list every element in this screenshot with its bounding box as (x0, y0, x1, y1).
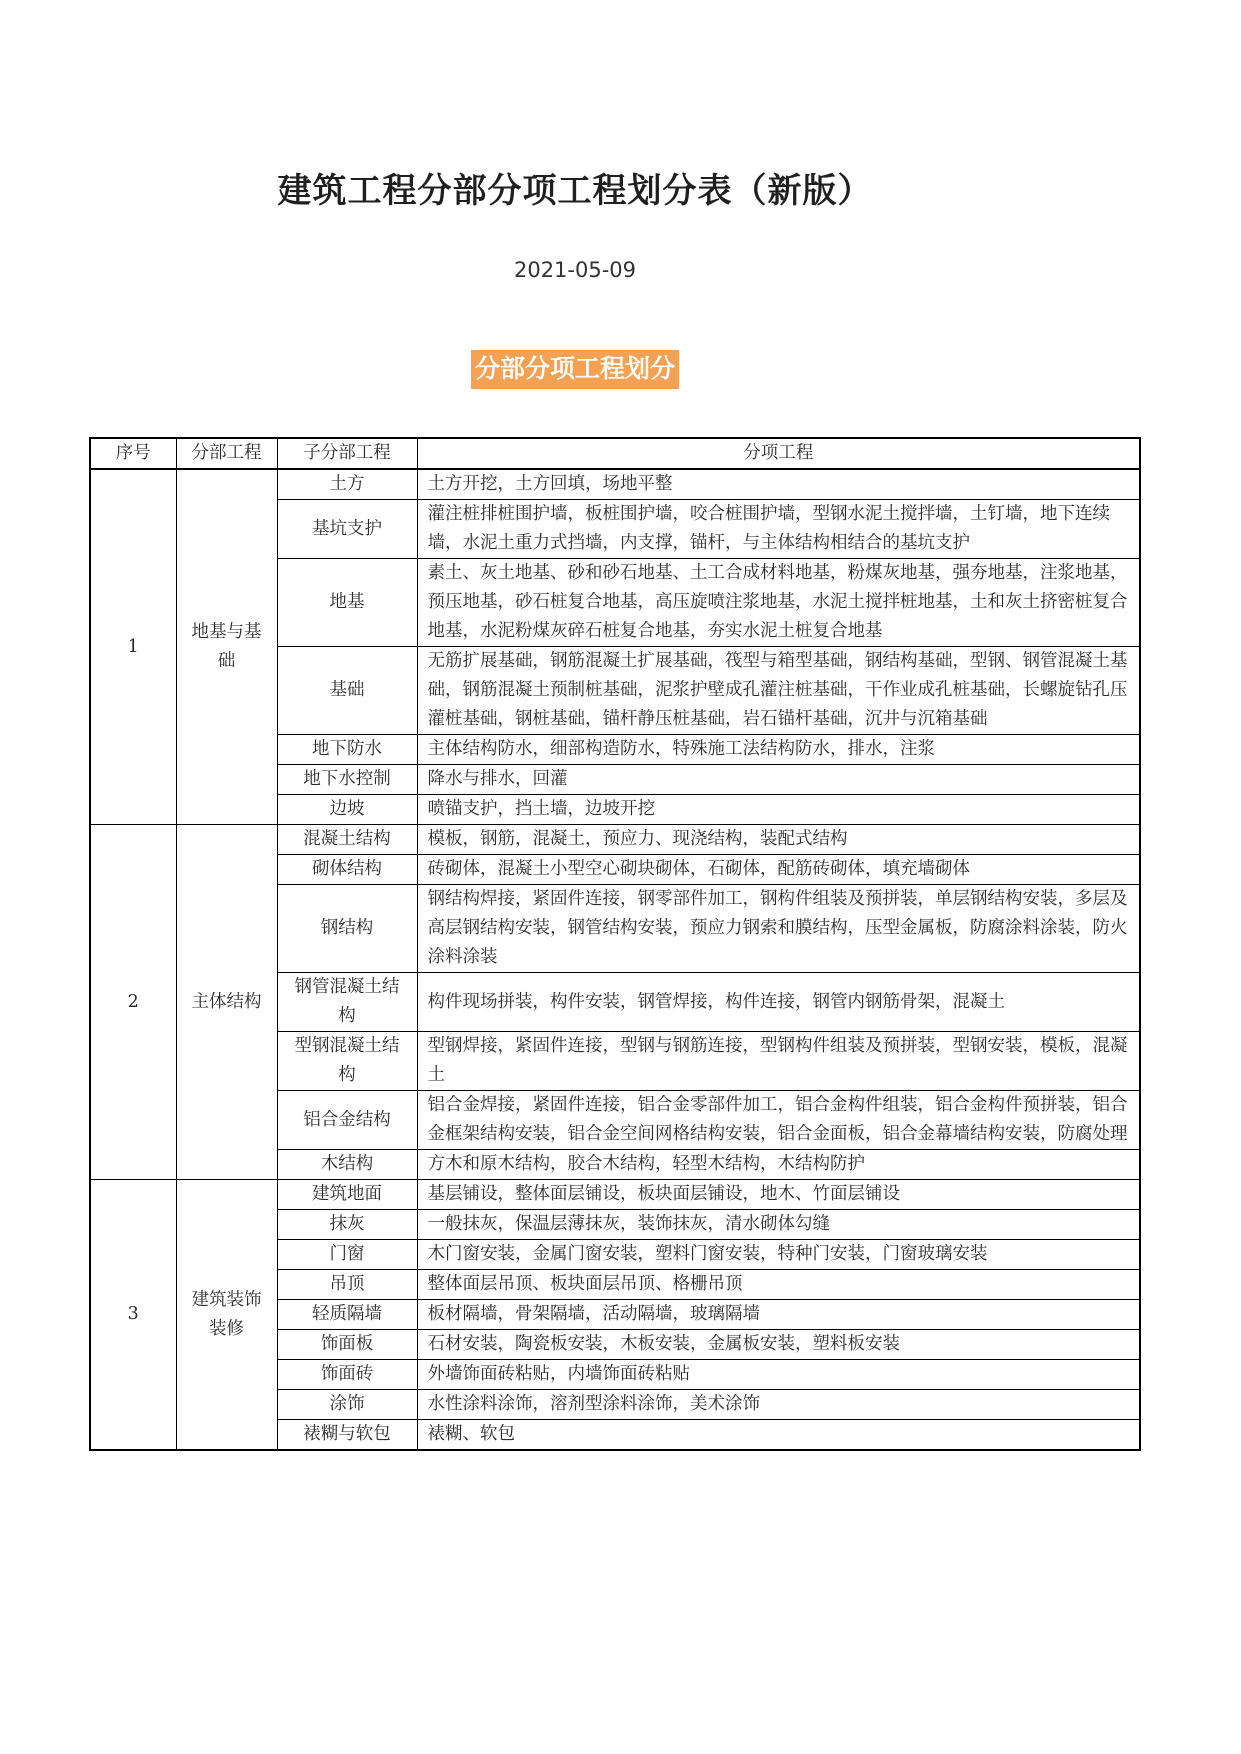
sub-item-list: 外墙饰面砖粘贴，内墙饰面砖粘贴 (417, 1360, 1140, 1390)
sub-item-list: 方木和原木结构，胶合木结构，轻型木结构，木结构防护 (417, 1150, 1140, 1180)
subdivision-name: 钢结构 (277, 885, 417, 973)
subdivision-name: 铝合金结构 (277, 1091, 417, 1150)
header-division: 分部工程 (176, 438, 277, 469)
sub-item-list: 基层铺设，整体面层铺设，板块面层铺设，地木、竹面层铺设 (417, 1180, 1140, 1210)
group-number: 1 (90, 469, 176, 825)
subdivision-name: 抹灰 (277, 1210, 417, 1240)
subdivision-name: 门窗 (277, 1240, 417, 1270)
division-name: 主体结构 (176, 825, 277, 1180)
table-row (90, 469, 1140, 500)
table-row (90, 825, 1140, 855)
sub-item-list: 模板，钢筋，混凝土，预应力、现浇结构，装配式结构 (417, 825, 1140, 855)
subdivision-name: 木结构 (277, 1150, 417, 1180)
subdivision-name: 地下防水 (277, 735, 417, 765)
sub-item-list: 一般抹灰，保温层薄抹灰，装饰抹灰，清水砌体勾缝 (417, 1210, 1140, 1240)
subdivision-name: 涂饰 (277, 1390, 417, 1420)
sub-item-list: 石材安装，陶瓷板安装，木板安装，金属板安装，塑料板安装 (417, 1330, 1140, 1360)
subdivision-name: 地基 (277, 559, 417, 647)
header-items: 分项工程 (417, 438, 1140, 469)
subdivision-name: 建筑地面 (277, 1180, 417, 1210)
sub-item-list: 主体结构防水，细部构造防水，特殊施工法结构防水，排水，注浆 (417, 735, 1140, 765)
table-row (90, 1180, 1140, 1210)
sub-item-list: 灌注桩排桩围护墙，板桩围护墙，咬合桩围护墙，型钢水泥土搅拌墙，土钉墙，地下连续墙，水泥土重力式挡墙，内支撑，锚杆，与主体结构相结合的基坑支护 (417, 500, 1140, 559)
sub-item-list: 木门窗安装，金属门窗安装，塑料门窗安装，特种门安装，门窗玻璃安装 (417, 1240, 1140, 1270)
sub-item-list: 裱糊、软包 (417, 1420, 1140, 1451)
section-heading: 分部分项工程划分 (471, 350, 679, 389)
table-body (90, 469, 1140, 1450)
subdivision-name: 裱糊与软包 (277, 1420, 417, 1451)
group-number: 2 (90, 825, 176, 1180)
subdivision-name: 地下水控制 (277, 765, 417, 795)
sub-item-list: 土方开挖，土方回填，场地平整 (417, 469, 1140, 500)
table-header-row (90, 438, 1140, 469)
header-subdivision: 子分部工程 (277, 438, 417, 469)
header-no: 序号 (90, 438, 176, 469)
subdivision-name: 混凝土结构 (277, 825, 417, 855)
sub-item-list: 板材隔墙，骨架隔墙，活动隔墙，玻璃隔墙 (417, 1300, 1140, 1330)
sub-item-list: 铝合金焊接，紧固件连接，铝合金零部件加工，铝合金构件组装，铝合金构件预拼装，铝合金框架结构安装，铝合金空间网格结构安装，铝合金面板，铝合金幕墙结构安装，防腐处理 (417, 1091, 1140, 1150)
subdivision-name: 基础 (277, 647, 417, 735)
document-date: 2021-05-09 (513, 258, 637, 282)
subdivision-name: 饰面砖 (277, 1360, 417, 1390)
sub-item-list: 无筋扩展基础，钢筋混凝土扩展基础，筏型与箱型基础，钢结构基础，型钢、钢管混凝土基础，钢筋混凝土预制桩基础，泥浆护壁成孔灌注桩基础，干作业成孔桩基础，长螺旋钻孔压灌桩基础，钢桩基础，锚杆静压桩基础，岩石锚杆基础，沉井与沉箱基础 (417, 647, 1140, 735)
subdivision-name: 型钢混凝土结构 (277, 1032, 417, 1091)
subdivision-name: 砌体结构 (277, 855, 417, 885)
section-heading-wrap (0, 350, 1150, 389)
subdivision-name: 边坡 (277, 795, 417, 825)
sub-item-list: 钢结构焊接，紧固件连接，钢零部件加工，钢构件组装及预拼装，单层钢结构安装，多层及高层钢结构安装，钢管结构安装，预应力钢索和膜结构，压型金属板，防腐涂料涂装，防火涂料涂装 (417, 885, 1140, 973)
sub-item-list: 降水与排水，回灌 (417, 765, 1140, 795)
sub-item-list: 型钢焊接，紧固件连接，型钢与钢筋连接，型钢构件组装及预拼装，型钢安装，模板，混凝土 (417, 1032, 1140, 1091)
sub-item-list: 整体面层吊顶、板块面层吊顶、格栅吊顶 (417, 1270, 1140, 1300)
division-table (89, 437, 1141, 1451)
subdivision-name: 轻质隔墙 (277, 1300, 417, 1330)
division-name: 建筑装饰装修 (176, 1180, 277, 1451)
subdivision-name: 饰面板 (277, 1330, 417, 1360)
document-title: 建筑工程分部分项工程划分表（新版） (277, 171, 873, 211)
sub-item-list: 素土、灰土地基、砂和砂石地基、土工合成材料地基，粉煤灰地基，强夯地基，注浆地基，预压地基，砂石桩复合地基，高压旋喷注浆地基，水泥土搅拌桩地基，土和灰土挤密桩复合地基，水泥粉煤灰碎石桩复合地基，夯实水泥土桩复合地基 (417, 559, 1140, 647)
subdivision-name: 钢管混凝土结构 (277, 973, 417, 1032)
subdivision-name: 吊顶 (277, 1270, 417, 1300)
subdivision-name: 基坑支护 (277, 500, 417, 559)
sub-item-list: 砖砌体，混凝土小型空心砌块砌体，石砌体，配筋砖砌体，填充墙砌体 (417, 855, 1140, 885)
subdivision-name: 土方 (277, 469, 417, 500)
division-name: 地基与基础 (176, 469, 277, 825)
sub-item-list: 水性涂料涂饰，溶剂型涂料涂饰，美术涂饰 (417, 1390, 1140, 1420)
sub-item-list: 喷锚支护，挡土墙，边坡开挖 (417, 795, 1140, 825)
group-number: 3 (90, 1180, 176, 1451)
sub-item-list: 构件现场拼装，构件安装，钢管焊接，构件连接，钢管内钢筋骨架，混凝土 (417, 973, 1140, 1032)
